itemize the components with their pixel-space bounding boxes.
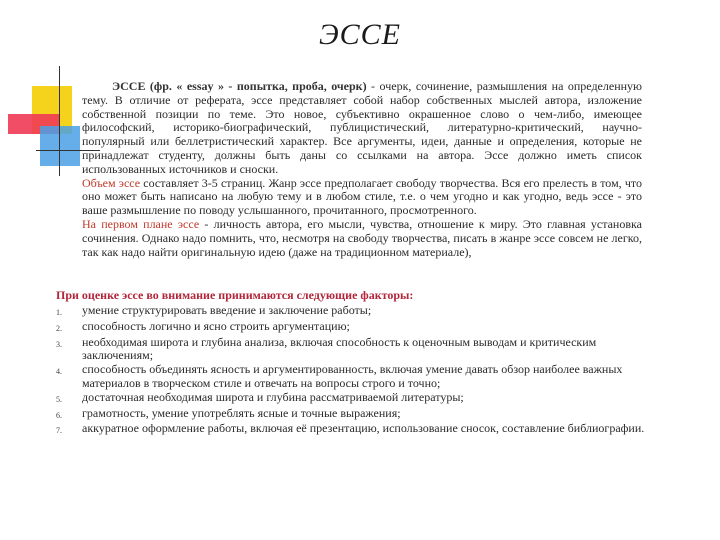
definition-text: - очерк, сочинение, размышления на определенную тему. В отличие от реферата, эссе представляет собой набор собственных мыслей автора, изложение собственной позиции по теме. Это новое, субъективно окрашенное слово о чем-либо, имеющее философский, историко-биографический, публицистический, литературно-критический, научно-популярный или беллетристический характер. Все аргументы, идеи, данные и определения, которые не принадлежат студенту, должны быть даны со ссылками на автора. Эссе должно иметь список использованных источников и сноски. — [82, 79, 642, 176]
list-item-number: 1. — [56, 308, 62, 317]
list-item-number: 3. — [56, 339, 62, 349]
paragraph-volume — [82, 177, 642, 218]
list-item-number: 7. — [56, 426, 62, 436]
list-item-text: аккуратное оформление работы, включая её презентацию, использование сносок, составление библиографии. — [82, 421, 645, 436]
list-item — [56, 336, 656, 364]
list-item-number: 4. — [56, 367, 62, 377]
body-text — [82, 80, 642, 259]
foreground-text: - личность автора, его мысли, чувства, отношение к миру. Это главная установка сочинения. Однако надо помнить, что, несмотря на свободу творчества, писать в жанре эссе совсем не легко, так как надо найти оригинальную идею (даже на традиционном материале), — [82, 216, 642, 259]
list-item-number: 2. — [56, 323, 62, 333]
list-item — [56, 422, 656, 438]
list-item-text: способность объединять ясность и аргументированность, включая умение давать обзор наиболее важных материалов в творческом стиле и отвечать на вопросы строго и точно; — [82, 362, 623, 390]
definition-lead: ЭССЕ (фр. « essay » - попытка, проба, очерк) — [112, 79, 367, 93]
list-item-text: грамотность, умение употреблять ясные и точные выражения; — [82, 405, 401, 420]
list-item — [56, 320, 656, 336]
factors-list — [56, 304, 656, 438]
volume-lead: Объем эссе — [82, 175, 141, 190]
list-item — [56, 407, 656, 423]
list-item-text: необходимая широта и глубина анализа, включая способность к оценочным выводам и критическим заключениям; — [82, 334, 597, 363]
list-item — [56, 304, 656, 320]
foreground-lead: На первом плане эссе — [82, 216, 200, 231]
decor-vertical-line — [59, 66, 60, 176]
factors-heading: При оценке эссе во внимание принимаются следующие факторы: — [56, 288, 414, 302]
list-item-text: умение структурировать введение и заключение работы; — [82, 303, 372, 317]
volume-text: составляет 3-5 страниц. Жанр эссе предполагает свободу творчества. Вся его прелесть в том, что оно может быть написано на любую тему и в любом стиле, т.е. о чем угодно и как угодно, ведь эссе - это ваше размышление по поводу услышанного, прочитанного, просмотренного. — [82, 175, 643, 218]
slide-title: ЭССЕ — [319, 18, 401, 51]
list-item — [56, 391, 656, 407]
list-item-text: способность логично и ясно строить аргументацию; — [82, 318, 350, 333]
list-item — [56, 363, 656, 391]
paragraph-foreground — [82, 218, 642, 259]
decor-blue-square — [40, 126, 80, 166]
list-item-number: 6. — [56, 410, 62, 420]
list-item-text: достаточная необходимая широта и глубина рассматриваемой литературы; — [82, 389, 464, 404]
paragraph-definition — [82, 80, 642, 177]
list-item-number: 5. — [56, 394, 62, 404]
